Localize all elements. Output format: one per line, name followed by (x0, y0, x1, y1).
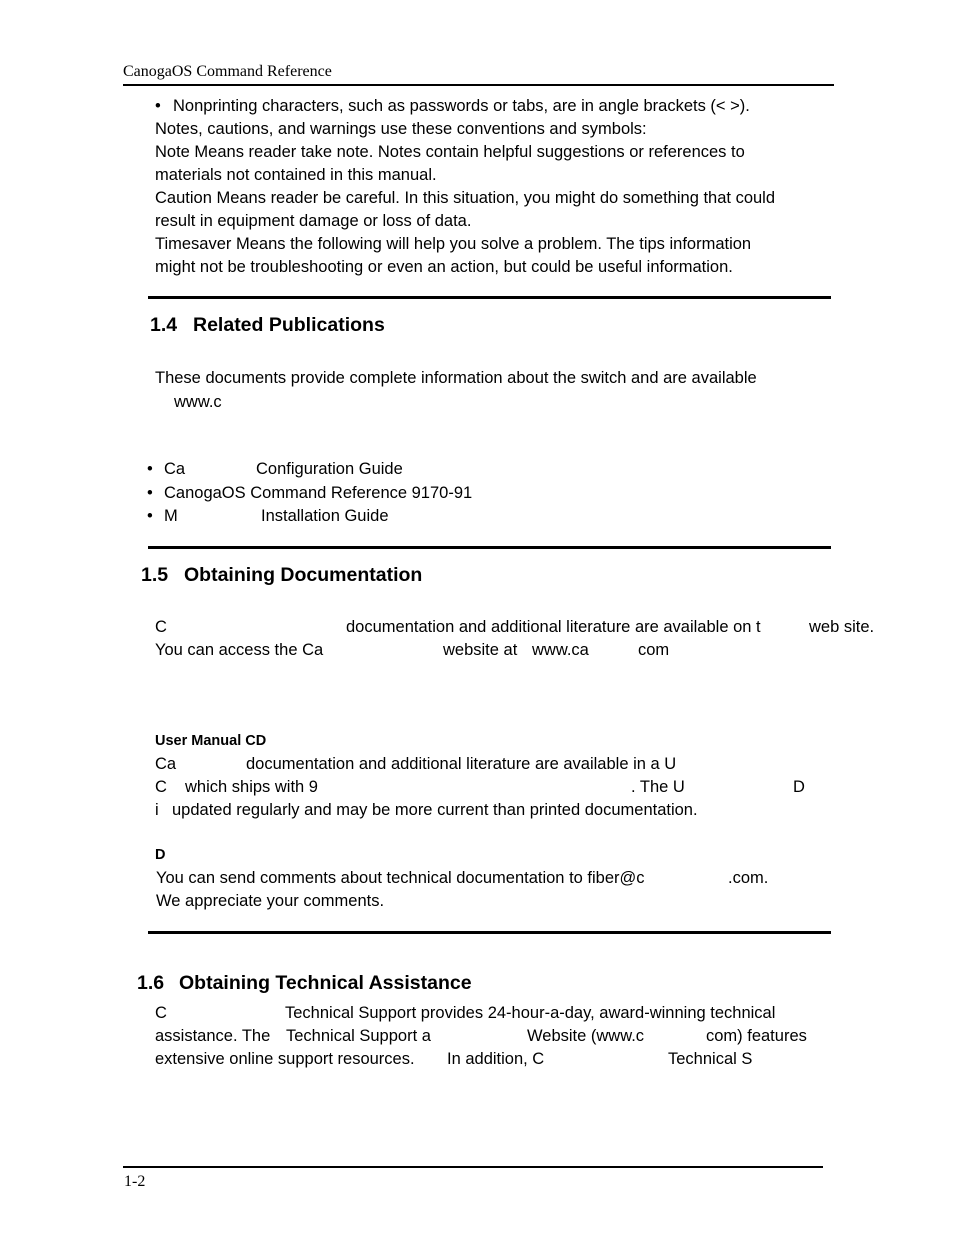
section-1-4-number: 1.4 (150, 314, 178, 336)
publication-bullet-2: • (147, 484, 153, 502)
section-1-5-line-2-a: You can access the Ca (155, 641, 324, 659)
page-number: 1-2 (124, 1173, 146, 1190)
section-1-5-line-2-c: www.ca (532, 641, 589, 659)
section-1-6-line-2-a: assistance. The (155, 1027, 271, 1045)
section-1-5-line-2-d: com (638, 641, 670, 659)
feedback-line-1-a: You can send comments about technical documentation to fiber@c (156, 869, 645, 887)
caution-line-2: result in equipment damage or loss of data. (155, 212, 472, 230)
section-1-5-line-2-b: website at (443, 641, 518, 659)
section-1-5-line-1-c: web site. (809, 618, 875, 636)
feedback-line-2: We appreciate your comments. (156, 892, 385, 910)
feedback-line-1-b: .com. (728, 869, 769, 887)
publication-bullet-1: • (147, 460, 153, 478)
cd-line-2-c: . The U (631, 778, 685, 796)
footer-rule (123, 1166, 823, 1168)
note-line-2: materials not contained in this manual. (155, 166, 437, 184)
note-line-1: Note Means reader take note. Notes contain helpful suggestions or references to (155, 143, 745, 161)
section-rule-1-4 (148, 296, 831, 299)
caution-line-1: Caution Means reader be careful. In this situation, you might do something that could (155, 189, 776, 207)
section-1-6-line-2-c: Website (www.c (527, 1027, 645, 1045)
cd-line-3-b: updated regularly and may be more current than printed documentation. (172, 801, 698, 819)
conventions-intro: Notes, cautions, and warnings use these conventions and symbols: (155, 120, 647, 138)
section-1-6-title: Obtaining Technical Assistance (179, 972, 472, 994)
cd-line-1-b: documentation and additional literature are available in a U (246, 755, 677, 773)
section-1-6-number: 1.6 (137, 972, 165, 994)
publication-item-3-a: M (164, 507, 178, 525)
section-1-4-para-line-2: www.c (174, 393, 222, 411)
section-1-5-number: 1.5 (141, 564, 169, 586)
section-1-6-line-2-b: Technical Support a (286, 1027, 431, 1045)
section-1-5-line-1-a: C (155, 618, 167, 636)
publication-item-1-b: Configuration Guide (256, 460, 403, 478)
section-1-6-line-3-c: Technical S (668, 1050, 753, 1068)
conventions-bullet-text: Nonprinting characters, such as passwords or tabs, are in angle brackets (< >). (173, 97, 750, 115)
section-1-6-line-1-a: C (155, 1004, 167, 1022)
timesaver-line-1: Timesaver Means the following will help you solve a problem. The tips information (155, 235, 752, 253)
section-1-6-line-2-d: com) features (706, 1027, 807, 1045)
cd-line-2-d: D (793, 778, 805, 796)
publication-bullet-3: • (147, 507, 153, 525)
publication-item-1-a: Ca (164, 460, 186, 478)
cd-line-2-a: C (155, 778, 167, 796)
user-manual-cd-heading: User Manual CD (155, 733, 267, 749)
documentation-feedback-heading: D (155, 847, 166, 863)
timesaver-line-2: might not be troubleshooting or even an action, but could be useful information. (155, 258, 733, 276)
section-1-4-para-line-1: These documents provide complete information about the switch and are available (155, 369, 757, 387)
publication-item-3-b: Installation Guide (261, 507, 389, 525)
cd-line-1-a: Ca (155, 755, 177, 773)
running-header: CanogaOS Command Reference (123, 63, 332, 80)
section-1-6-line-3-a: extensive online support resources. (155, 1050, 415, 1068)
header-rule (123, 84, 834, 86)
cd-line-2-b: which ships with 9 (185, 778, 318, 796)
section-rule-1-6 (148, 931, 831, 934)
section-1-6-line-3-b: In addition, C (447, 1050, 545, 1068)
section-1-5-title: Obtaining Documentation (184, 564, 423, 586)
conventions-bullet-glyph: • (155, 97, 161, 115)
section-1-6-line-1-b: Technical Support provides 24-hour-a-day, award-winning technical (285, 1004, 776, 1022)
section-rule-1-5 (148, 546, 831, 549)
cd-line-3-a: i (155, 801, 159, 819)
section-1-5-line-1-b: documentation and additional literature are available on t (346, 618, 761, 636)
section-1-4-title: Related Publications (193, 314, 385, 336)
publication-item-2-a: CanogaOS Command Reference 9170-91 (164, 484, 473, 502)
